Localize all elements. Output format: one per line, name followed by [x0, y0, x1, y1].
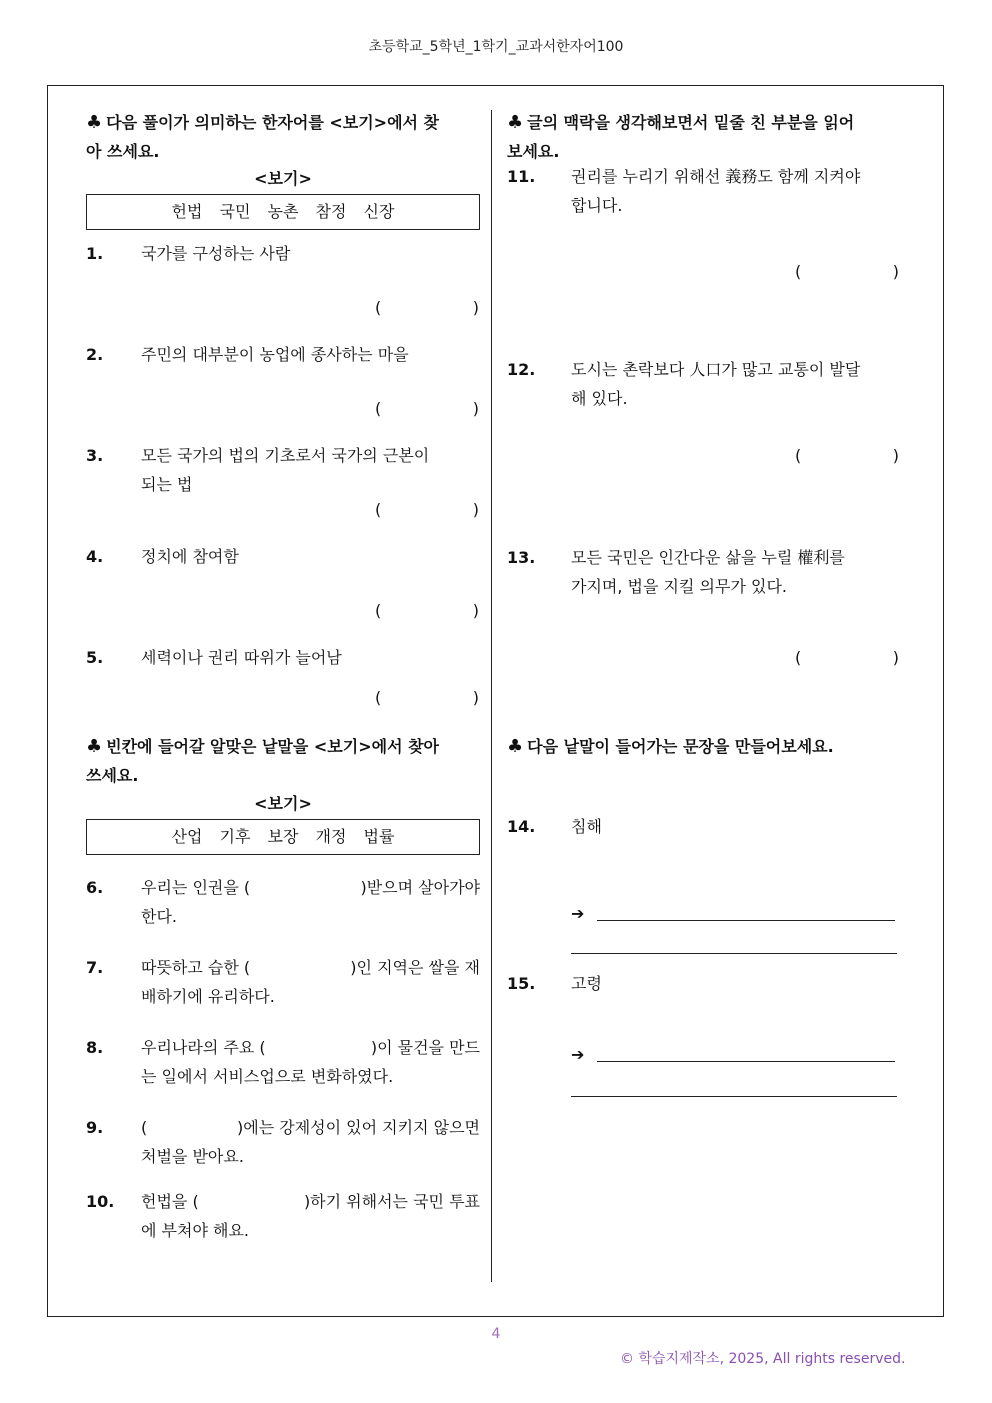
question-number: 7. [86, 958, 104, 977]
question-text: 권리를 누리기 위해선 義務도 함께 지켜야 [571, 167, 861, 186]
fill-blank[interactable] [199, 1187, 304, 1216]
fill-blank[interactable] [250, 953, 350, 982]
bogi-label: <보기> [254, 794, 312, 813]
section1-title: ♣ 다음 풀이가 의미하는 한자어를 <보기>에서 찾 [86, 112, 440, 133]
question-text: 세력이나 권리 따위가 늘어남 [141, 648, 342, 667]
question-text-cont: 해 있다. [571, 389, 628, 408]
answer-line[interactable] [597, 1061, 895, 1062]
question-text-cont: 한다. [141, 907, 177, 926]
question-text: 정치에 참여함 [141, 547, 239, 566]
question-number: 8. [86, 1038, 104, 1057]
question-number: 9. [86, 1118, 104, 1137]
question-number: 1. [86, 244, 104, 263]
fill-blank[interactable] [250, 873, 360, 902]
question-number: 13. [507, 548, 536, 567]
section1-title-cont: 아 쓰세요. [86, 142, 160, 161]
club-icon: ♣ [507, 736, 524, 757]
question-number: 4. [86, 547, 104, 566]
answer-blank[interactable]: ( ) [375, 688, 479, 707]
question-number: 5. [86, 648, 104, 667]
answer-line[interactable] [571, 953, 897, 954]
question-number: 15. [507, 974, 536, 993]
answer-line[interactable] [571, 1096, 897, 1097]
question-number: 6. [86, 878, 104, 897]
question-text-cont: 처벌을 받아요. [141, 1147, 244, 1166]
section3-title: ♣ 글의 맥락을 생각해보면서 밑줄 친 부분을 읽어 [507, 112, 855, 133]
question-number: 3. [86, 446, 104, 465]
question-number: 11. [507, 167, 536, 186]
question-text-cont: 에 부쳐야 해요. [141, 1221, 249, 1240]
arrow-icon: ➔ [571, 904, 585, 923]
page-number: 4 [491, 1326, 501, 1342]
answer-blank[interactable]: ( ) [375, 298, 479, 317]
answer-blank[interactable]: ( ) [375, 601, 479, 620]
bogi-word-box: 산업 기후 보장 개정 법률 [86, 819, 480, 855]
section3-title-cont: 보세요. [507, 142, 560, 161]
question-text: 따뜻하고 습한 ( )인 지역은 쌀을 재 [141, 953, 480, 982]
section2-title-cont: 쓰세요. [86, 766, 139, 785]
question-text: 모든 국민은 인간다운 삶을 누릴 權利를 [571, 548, 845, 567]
question-text: 우리는 인권을 ( )받으며 살아가야 [141, 873, 480, 902]
copyright-notice: © 학습지제작소, 2025, All rights reserved. [620, 1351, 906, 1367]
question-text-cont: 합니다. [571, 196, 623, 215]
question-text-cont: 되는 법 [141, 475, 193, 494]
bogi-label: <보기> [254, 169, 312, 188]
fill-blank[interactable] [147, 1113, 237, 1142]
target-word: 고령 [571, 974, 602, 993]
question-text-cont: 가지며, 법을 지킬 의무가 있다. [571, 577, 787, 596]
answer-line[interactable] [597, 920, 895, 921]
answer-blank[interactable]: ( ) [795, 648, 899, 667]
question-text: 국가를 구성하는 사람 [141, 244, 291, 263]
question-number: 10. [86, 1192, 115, 1211]
question-number: 2. [86, 345, 104, 364]
bogi-word-box: 헌법 국민 농촌 참정 신장 [86, 194, 480, 230]
question-text: 주민의 대부분이 농업에 종사하는 마을 [141, 345, 409, 364]
answer-blank[interactable]: ( ) [795, 446, 899, 465]
page-header: 초등학교_5학년_1학기_교과서한자어100 [368, 39, 624, 55]
question-number: 12. [507, 360, 536, 379]
column-divider [491, 110, 492, 1282]
club-icon: ♣ [86, 112, 103, 133]
question-text: 도시는 촌락보다 人口가 많고 교통이 발달 [571, 360, 861, 379]
club-icon: ♣ [86, 736, 103, 757]
question-text-cont: 는 일에서 서비스업으로 변화하였다. [141, 1067, 394, 1086]
arrow-icon: ➔ [571, 1045, 585, 1064]
club-icon: ♣ [507, 112, 524, 133]
question-text: 헌법을 ( )하기 위해서는 국민 투표 [141, 1187, 480, 1216]
question-number: 14. [507, 817, 536, 836]
question-text: 모든 국가의 법의 기초로서 국가의 근본이 [141, 446, 430, 465]
question-text: ( )에는 강제성이 있어 지키지 않으면 [141, 1113, 480, 1142]
question-text: 우리나라의 주요 ( )이 물건을 만드 [141, 1033, 480, 1062]
answer-blank[interactable]: ( ) [375, 399, 479, 418]
fill-blank[interactable] [266, 1033, 371, 1062]
answer-blank[interactable]: ( ) [795, 262, 899, 281]
answer-blank[interactable]: ( ) [375, 500, 479, 519]
section4-title: ♣ 다음 낱말이 들어가는 문장을 만들어보세요. [507, 736, 834, 757]
target-word: 침해 [571, 817, 602, 836]
section2-title: ♣ 빈칸에 들어갈 알맞은 낱말을 <보기>에서 찾아 [86, 736, 440, 757]
question-text-cont: 배하기에 유리하다. [141, 987, 275, 1006]
